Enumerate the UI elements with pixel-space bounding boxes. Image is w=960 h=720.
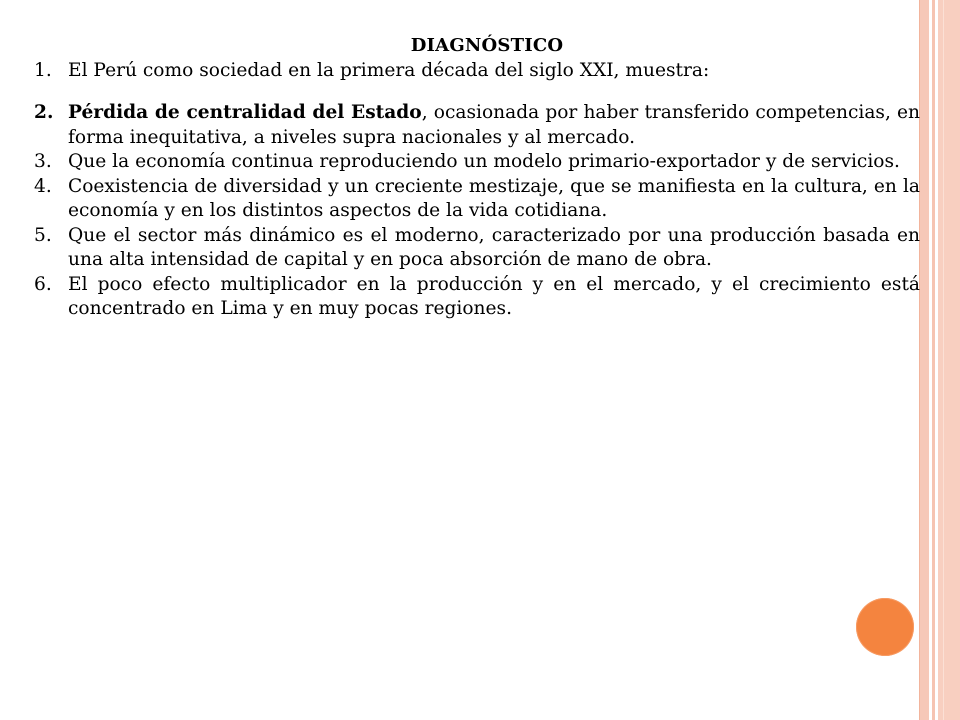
slide-title: DIAGNÓSTICO [410, 35, 564, 56]
list-item [34, 175, 920, 224]
list-item-text: Que el sector más dinámico es el moderno, caracterizado por una producción basada en una alta intensidad de capital y en poca absorción de mano de obra. [68, 224, 920, 270]
accent-circle [856, 598, 914, 656]
list-item-text: El Perú como sociedad en la primera década del siglo XXI, muestra: [68, 59, 710, 81]
list-item-text: Coexistencia de diversidad y un creciente mestizaje, que se manifiesta en la cultura, en la economía y en los distintos aspectos de la vida cotidiana. [68, 175, 920, 221]
list-item-number: 3. [34, 151, 52, 172]
decorative-stripe [938, 0, 960, 720]
list-item [34, 101, 920, 150]
list-item-bold-text: Pérdida de centralidad del Estado [68, 102, 422, 123]
list-item [34, 224, 920, 273]
slide-content [34, 34, 920, 322]
list-item [34, 59, 920, 84]
decorative-stripe-line [943, 0, 944, 720]
list-item-number: 4. [34, 175, 52, 197]
list-item [34, 273, 920, 322]
list-item-text: , ocasionada por haber transferido competencias, en forma inequitativa, a niveles supra nacionales y al mercado. [68, 102, 920, 148]
list-item-number: 1. [34, 59, 52, 81]
diagnosis-list [34, 59, 920, 322]
list-item [34, 150, 920, 175]
list-item-number: 6. [34, 273, 52, 295]
decorative-stripe [919, 0, 929, 720]
list-item-text: Que la economía continua reproduciendo un modelo primario-exportador y de servicios. [68, 151, 900, 172]
list-item-number: 2. [34, 102, 54, 123]
list-item-text: El poco efecto multiplicador en la producción y en el mercado, y el crecimiento está concentrado en Lima y en muy pocas regiones. [68, 273, 920, 319]
list-item-number: 5. [34, 224, 52, 246]
